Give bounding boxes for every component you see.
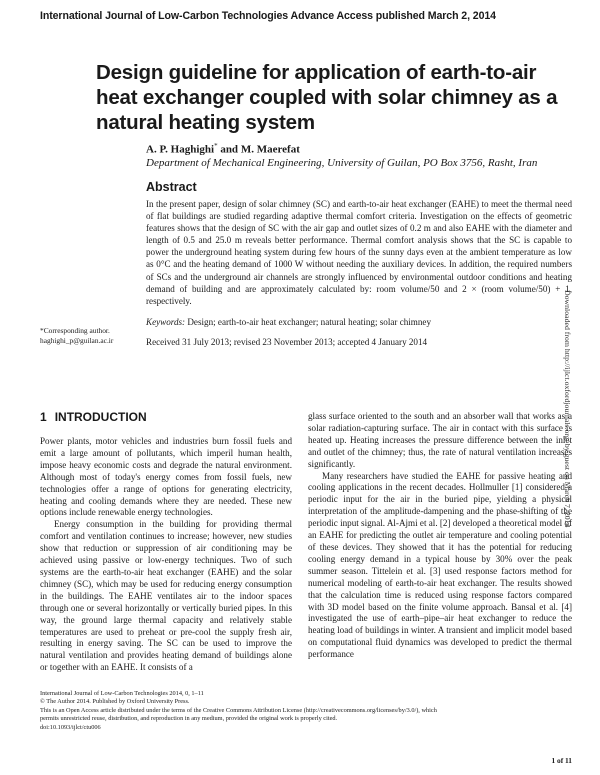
- paragraph: Power plants, motor vehicles and industries burn fossil fuels and emit a large amount of pollutants, which imperil human health, impose heavy economic costs and degrade the natural environment. Although most of today's energy comes from fossil fuels, new technologies offer a range of options for generating electricity, heating and cooling demands where they are needed. These new options include renewable energy technologies.: [40, 436, 292, 518]
- footer-license-cont: permits unrestricted reuse, distribution, and reproduction in any medium, provided the original work is properly cited.: [40, 715, 338, 723]
- received-dates: Received 31 July 2013; revised 23 November 2013; accepted 4 January 2014: [146, 337, 428, 347]
- footer-copyright: © The Author 2014. Published by Oxford University Press.: [40, 698, 190, 706]
- section-number: 1: [40, 410, 47, 424]
- abstract-text: In the present paper, design of solar chimney (SC) and earth-to-air heat exchanger (EAHE) to meet the thermal need of flat buildings are studied regarding adaptive thermal comfort criteria. Investigation on the effects of geometric features shows that the design of SC with the air gap and outlet sizes of 0.2 m and also EAHE with the diameter and length of 0.5 and 25.0 m reveals better performance. Thermal comfort analysis shows that the SC is capable to power the underground heating system during few hours of the sunny days even at the ambient temperature as low as 0°C and the heating demand of 1000 W without needing the auxiliary devices. In addition, the required numbers of SCs and the underground air channels are strongly influenced by environmental outdoor conditions and heating demand of building and are approximately calculated by: room volume/50 and 2 × (room volume/50) + 1, respectively.: [146, 199, 572, 306]
- keywords-text: Design; earth-to-air heat exchanger; natural heating; solar chimney: [185, 317, 432, 327]
- right-column: [308, 411, 572, 661]
- author-2: M. Maerefat: [240, 143, 300, 156]
- paper-title: Design guideline for application of earth-to-air heat exchanger coupled with solar chimney as a natural heating system: [96, 61, 558, 134]
- corresponding-mark: *: [214, 142, 218, 150]
- footer-citation: International Journal of Low-Carbon Technologies 2014, 0, 1–11: [40, 690, 204, 697]
- journal-banner: International Journal of Low-Carbon Technologies Advance Access published March 2, 2014: [40, 10, 496, 22]
- page-number: 1 of 11: [551, 756, 572, 765]
- corresponding-label: *Corresponding author.: [40, 326, 110, 335]
- affiliation: Department of Mechanical Engineering, University of Guilan, PO Box 3756, Rasht, Iran: [146, 157, 538, 169]
- paragraph: Energy consumption in the building for providing thermal comfort and ventilation continues to increase; however, new studies show that reduction or suppression of air conditioning may be achieved using passive or low-energy techniques. Two of such systems are the earth-to-air heat exchanger (EAHE) and the solar chimney (SC), which may be used for reducing energy consumption in the buildings. The EAHE ventilates air to the indoor spaces through one or several horizontally or vertically buried pipes. In this way, the ground large thermal capacity and relatively stable temperatures are used to preheat or pre-cool the supply fresh air, resulting in energy saving. The SC can be used to improve the natural ventilation and provides heating demand of buildings alone or together with an EAHE. It consists of a: [40, 519, 292, 673]
- author-conjunction: and: [217, 143, 241, 156]
- keywords: [146, 317, 431, 327]
- keywords-label: Keywords:: [146, 317, 186, 327]
- author-1: A. P. Haghighi: [146, 143, 215, 156]
- footer-license: This is an Open Access article distributed under the terms of the Creative Commons Attribution License (http://creativecommons.org/licenses/by/3.0/), which: [40, 706, 437, 714]
- author-list: [146, 142, 300, 156]
- section-title: INTRODUCTION: [54, 410, 147, 424]
- section-heading: [40, 410, 147, 424]
- download-sidebar-note: Downloaded from http://ijlct.oxfordjournals.org/ by guest on March 7, 2014: [563, 290, 572, 528]
- abstract-heading: Abstract: [146, 180, 197, 194]
- corresponding-author: [40, 326, 113, 346]
- footer-notice: [40, 690, 572, 732]
- paragraph: Many researchers have studied the EAHE for passive heating and cooling applications in the recent decades. Hollmuller [1] considered a periodic input for the air in the buried pipe, yielding a physical interpretation of the amplitude-dampening and the phase-shifting of the periodic input signal. Al-Ajmi et al. [2] developed a theoretical model of an EAHE for predicting the outlet air temperature and cooling potential of these devices. They showed that it has the potential for reducing cooling energy demand in a typical house by 30% over the peak summer season. Tittelein et al. [3] used response factors method for numerical modeling of earth-to-air heat exchanger. The results showed that the calculation time is reduced using response factors compared with 3D model based on the finite volume approach. Bansal et al. [4] investigated the use of earth–pipe–air heat exchanger to reduce the heating load of buildings in winter. A transient and implicit model based on computational fluid dynamics was developed to predict the thermal performance: [308, 470, 572, 660]
- left-column: [40, 436, 292, 674]
- paragraph: glass surface oriented to the south and an absorber wall that works as a solar radiation-capturing surface. The air in contact with this surface is heated up. Heating increases the pressure difference between the inlet and outlet of the chimney; thus, the rate of natural ventilation increases significantly.: [308, 411, 572, 469]
- footer-doi: doi:10.1093/ijlct/ctu006: [40, 723, 101, 731]
- corresponding-email: haghighi_p@guilan.ac.ir: [40, 336, 114, 345]
